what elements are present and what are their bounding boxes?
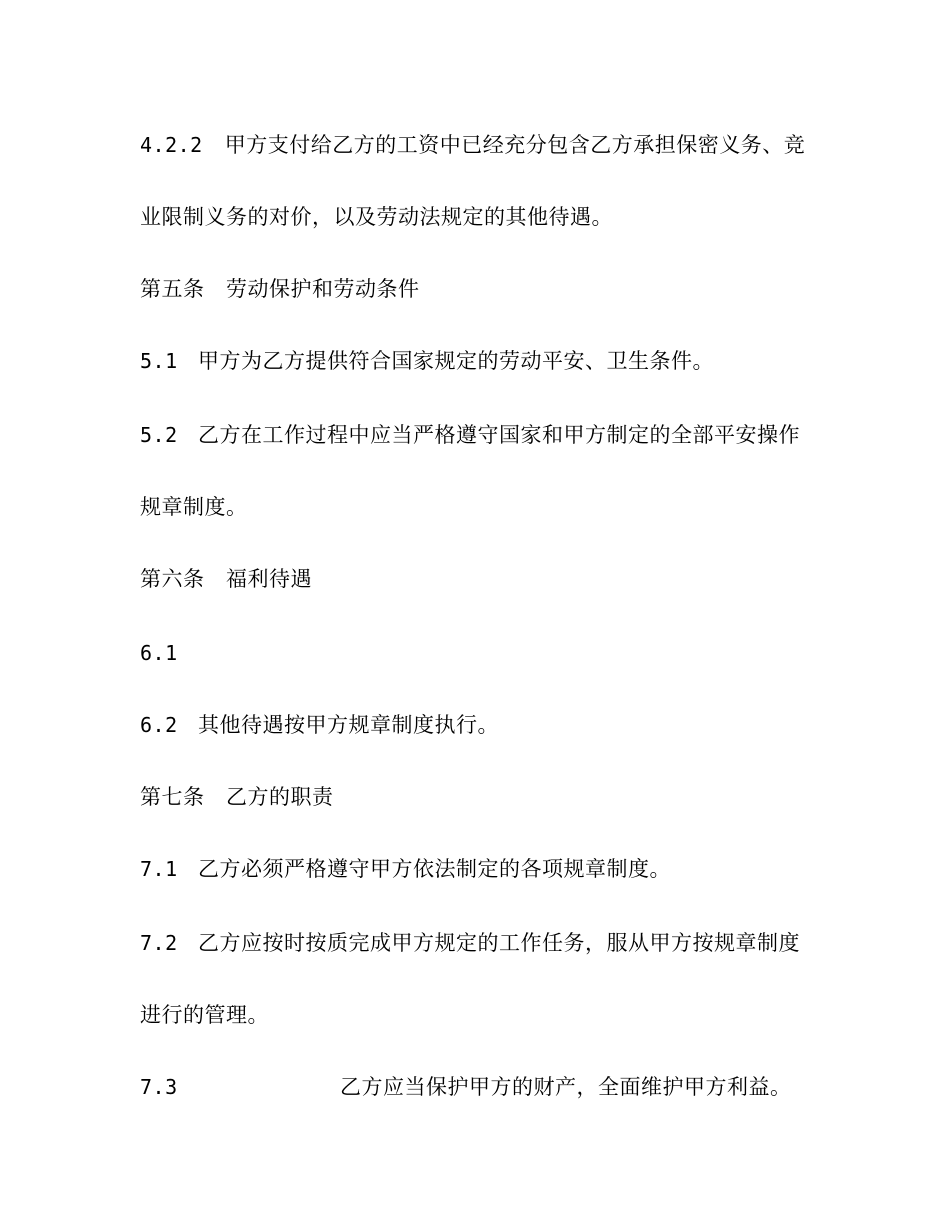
clause-text: 进行的管理。 (140, 1003, 269, 1027)
article-6-heading (140, 564, 312, 594)
clause-6-1 (140, 638, 198, 668)
clause-7-3 (140, 1072, 792, 1102)
clause-text: 甲方支付给乙方的工资中已经充分包含乙方承担保密义务、竞 (224, 133, 806, 157)
article-heading-text: 第七条 乙方的职责 (140, 785, 334, 809)
clause-7-1 (140, 854, 671, 884)
clause-text: 其他待遇按甲方规章制度执行。 (198, 713, 499, 737)
article-heading-text: 第五条 劳动保护和劳动条件 (140, 277, 420, 301)
clause-number: 6.1 (140, 641, 178, 665)
clause-number: 4.2.2 (140, 133, 203, 157)
clause-4-2-2-line-2 (140, 202, 613, 232)
clause-5-1 (140, 346, 714, 376)
clause-number: 6.2 (140, 713, 178, 737)
clause-text: 业限制义务的对价，以及劳动法规定的其他待遇。 (140, 205, 613, 229)
clause-text: 规章制度。 (140, 495, 248, 519)
clause-text: 乙方应按时按质完成甲方规定的工作任务，服从甲方按规章制度 (198, 931, 800, 955)
clause-4-2-2-line-1 (140, 130, 805, 160)
clause-number: 7.2 (140, 931, 178, 955)
clause-text: 乙方在工作过程中应当严格遵守国家和甲方制定的全部平安操作 (198, 423, 800, 447)
clause-number: 5.1 (140, 349, 178, 373)
clause-7-2-line-2 (140, 1000, 269, 1030)
clause-text: 甲方为乙方提供符合国家规定的劳动平安、卫生条件。 (198, 349, 714, 373)
clause-text: 乙方应当保护甲方的财产，全面维护甲方利益。 (340, 1075, 792, 1099)
clause-number: 7.3 (140, 1075, 178, 1099)
clause-5-2-line-1 (140, 420, 800, 450)
clause-number: 7.1 (140, 857, 178, 881)
article-heading-text: 第六条 福利待遇 (140, 567, 312, 591)
article-7-heading (140, 782, 334, 812)
article-5-heading (140, 274, 420, 304)
clause-7-2-line-1 (140, 928, 800, 958)
clause-text: 乙方必须严格遵守甲方依法制定的各项规章制度。 (198, 857, 671, 881)
clause-number: 5.2 (140, 423, 178, 447)
clause-6-2 (140, 710, 499, 740)
clause-5-2-line-2 (140, 492, 248, 522)
